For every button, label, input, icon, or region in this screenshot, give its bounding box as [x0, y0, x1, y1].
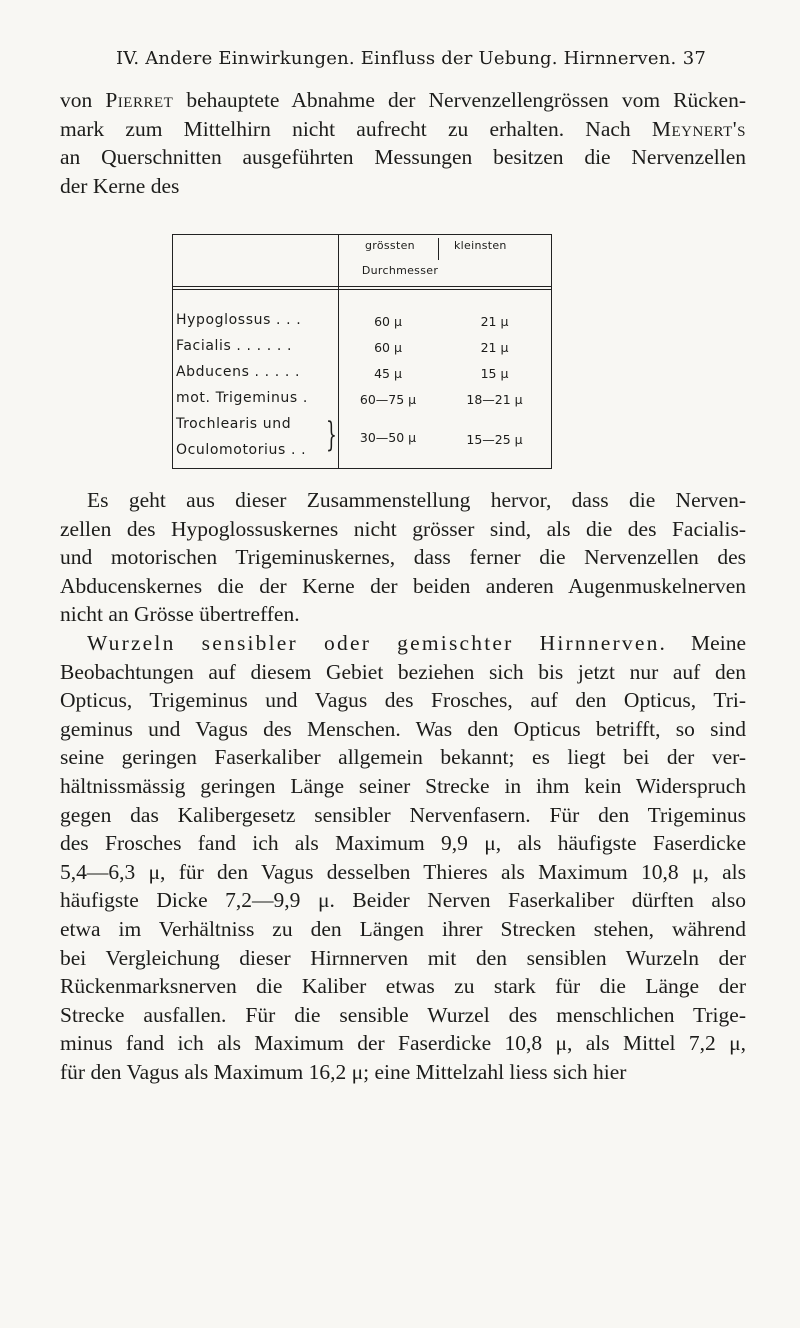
nerve-cell-size-table [172, 234, 552, 468]
row-name-trochlearis: Trochlearis und [176, 416, 292, 432]
header-diameter: Durchmesser [361, 264, 439, 277]
sensory-line-3: Opticus, Trigeminus und Vagus des Frosches, auf den Opticus, Tri- [60, 688, 746, 713]
sensory-line-6: hältnissmässig geringen Länge seiner Strecke in ihm kein Widerspruch [60, 773, 746, 798]
sensory-line-11: etwa im Verhältniss zu den Längen ihrer Strecken stehen, während [60, 916, 746, 941]
summary-line-5: nicht an Grösse übertreffen. [60, 602, 300, 627]
running-head-title: IV. Andere Einwirkungen. Einfluss der Uebung. Hirnnerven. [116, 48, 677, 69]
header-smallest: kleinsten [454, 239, 507, 252]
row-min-abducens: 15 μ [480, 366, 509, 381]
author-meynert: Meynert's [651, 116, 746, 141]
sensory-line-8: des Frosches fand ich als Maximum 9,9 μ, als häufigste Faserdicke [60, 831, 746, 856]
summary-line-1: Es geht aus dieser Zusammenstellung hervor, dass die Nerven- [87, 488, 746, 512]
row-name-trigeminus: mot. Trigeminus . [176, 390, 308, 406]
sensory-line-5: seine geringen Faserkaliber allgemein bekannt; es liegt bei der ver- [60, 745, 746, 770]
running-head [116, 48, 706, 69]
row-name-hypoglossus: Hypoglossus . . . [176, 312, 302, 328]
intro-paragraph [60, 86, 746, 200]
sensory-line-2: Beobachtungen auf diesem Gebiet beziehen sich bis jetzt nur auf den [60, 659, 746, 684]
sensory-line-13: Rückenmarksnerven die Kaliber etwas zu stark für die Länge der [60, 974, 746, 999]
author-pierret: Pierret [105, 88, 174, 112]
sensory-line-4: geminus und Vagus des Menschen. Was den Opticus betrifft, so sind [60, 716, 746, 741]
row-min-trochlearis-oculomotorius: 15—25 μ [466, 432, 523, 447]
sensory-line-14: Strecke ausfallen. Für die sensible Wurzel des menschlichen Trige- [60, 1002, 746, 1027]
right-brace-icon: } [326, 415, 337, 455]
paragraph-sensory-roots [60, 629, 746, 1087]
summary-line-3: und motorischen Trigeminuskernes, dass ferner die Nervenzellen des [60, 545, 746, 570]
row-min-trigeminus: 18—21 μ [466, 392, 523, 407]
summary-line-2: zellen des Hypoglossuskernes nicht grösser sind, als die des Facialis- [60, 516, 746, 541]
row-max-trochlearis-oculomotorius: 30—50 μ [359, 430, 417, 445]
sensory-line-10: häufigste Dicke 7,2—9,9 μ. Beider Nerven Faserkaliber dürften also [60, 888, 746, 913]
row-max-abducens: 45 μ [374, 366, 402, 381]
sensory-line-12: bei Vergleichung dieser Hirnnerven mit den sensiblen Wurzeln der [60, 945, 746, 970]
row-max-hypoglossus: 60 μ [374, 314, 402, 329]
page-number: 37 [682, 48, 706, 69]
sensory-line-7: gegen das Kalibergesetz sensibler Nervenfasern. Für den Trigeminus [60, 802, 746, 827]
row-min-hypoglossus: 21 μ [480, 314, 509, 329]
section-heading: Wurzeln sensibler oder gemischter Hirnnerven. [87, 631, 668, 655]
row-max-trigeminus: 60—75 μ [359, 392, 417, 407]
sensory-line-1: Wurzeln sensibler oder gemischter Hirnnerven. Meine [87, 631, 746, 655]
sensory-line-9: 5,4—6,3 μ, für den Vagus desselben Thieres als Maximum 10,8 μ, als [60, 859, 746, 884]
sensory-line-15: minus fand ich als Maximum der Faserdicke 10,8 μ, als Mittel 7,2 μ, [60, 1031, 746, 1056]
intro-line-1: von Pierret behauptete Abnahme der Nervenzellengrössen vom Rücken- [60, 88, 747, 112]
summary-line-4: Abducenskernes die der Kerne der beiden anderen Augenmuskelnerven [60, 573, 746, 598]
sensory-line-16: für den Vagus als Maximum 16,2 μ; eine Mittelzahl liess sich hier [60, 1059, 627, 1084]
intro-line-3: an Querschnitten ausgeführten Messungen besitzen die Nervenzellen [60, 145, 746, 170]
row-name-oculomotorius: Oculomotorius . . [176, 442, 307, 458]
row-max-facialis: 60 μ [374, 340, 402, 355]
header-largest: grössten [365, 239, 415, 252]
intro-line-4: der Kerne des [60, 173, 180, 198]
intro-line-2: mark zum Mittelhirn nicht aufrecht zu erhalten. Nach Meynert's [60, 116, 746, 141]
paragraph-summary [60, 486, 746, 629]
row-min-facialis: 21 μ [480, 340, 509, 355]
row-name-facialis: Facialis . . . . . . [176, 338, 292, 354]
row-name-abducens: Abducens . . . . . [176, 364, 301, 380]
